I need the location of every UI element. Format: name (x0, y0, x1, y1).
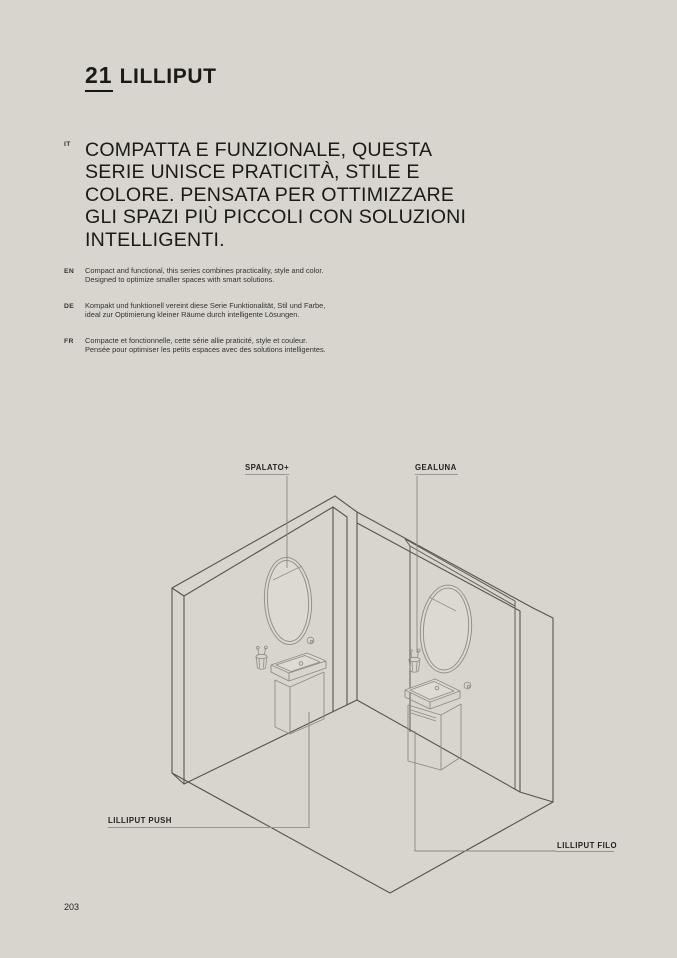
intro-headline-line: COLORE. PENSATA PER OTTIMIZZARE (85, 183, 455, 206)
translation-line: Compact and functional, this series combines practicality, style and color. (85, 266, 324, 275)
series-title: LILLIPUT (119, 65, 217, 88)
intro-headline-line: COMPATTA E FUNZIONALE, QUESTA (85, 139, 433, 161)
translation-line: Compacte et fonctionnelle, cette série allie praticité, style et couleur. (85, 336, 308, 345)
floor (172, 773, 553, 893)
chapter-number: 21 (85, 64, 113, 92)
left-wall (172, 496, 357, 784)
room-walls (172, 496, 553, 893)
label-mirror-left: SPALATO+ (245, 463, 290, 472)
label-vanity-right: LILLIPUT FILO (557, 841, 617, 850)
translation-line: Kompakt und funktionell vereint diese Serie Funktionalität, Stil und Farbe, (85, 301, 326, 310)
lang-tag-de: DE (64, 303, 75, 310)
tumbler-right (409, 649, 420, 672)
intro-headline-line: SERIE UNISCE PRATICITÀ, STILE E (85, 161, 420, 184)
translation-line: Pensée pour optimiser les petits espaces avec des solutions intelligentes. (85, 344, 326, 354)
vanity-left (271, 653, 326, 734)
leader-vanity-right (415, 731, 556, 851)
mirror-left (262, 556, 313, 645)
intro-headline-line: INTELLIGENTI. (85, 228, 225, 251)
tumbler-left (256, 646, 267, 669)
mirror-right (417, 583, 474, 674)
translation-line: Designed to optimize smaller spaces with smart solutions. (85, 274, 275, 284)
wall-dispenser-left (307, 637, 314, 644)
leader-lines (287, 476, 556, 851)
lang-tag-it: IT (64, 141, 71, 148)
wall-dispenser-right (464, 682, 471, 689)
label-vanity-left: LILLIPUT PUSH (108, 816, 172, 825)
vanity-right (405, 679, 461, 770)
intro-headline-line: GLI SPAZI PIÙ PICCOLI CON SOLUZIONI (85, 206, 467, 229)
page-number: 203 (64, 902, 80, 912)
lang-tag-fr: FR (64, 338, 74, 345)
translation-line: ideal zur Optimierung kleiner Räume durch intelligente Lösungen. (85, 309, 300, 319)
label-accessories-right: GEALUNA (415, 463, 457, 472)
lang-tag-en: EN (64, 268, 75, 275)
